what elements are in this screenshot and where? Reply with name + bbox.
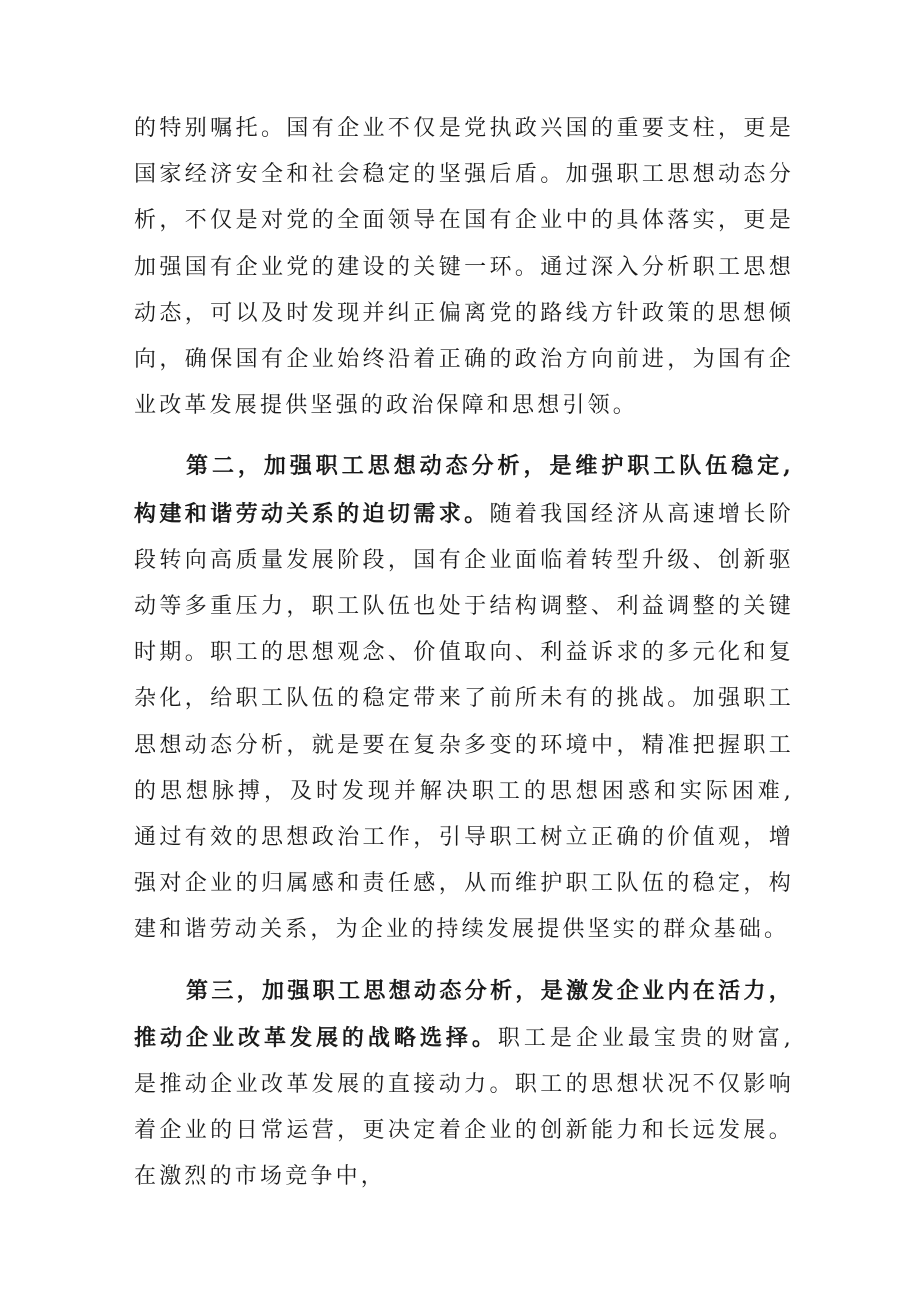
paragraph-2-lead: 第二，加强职工思想动态分析，是维护职工队伍稳定,构建和谐劳动关系的迫切需求。 [134,453,794,527]
paragraph-2-text: 随着我国经济从高速增长阶段转向高质量发展阶段，国有企业面临着转型升级、创新驱动等多重压力，职工队伍也处于结构调整、利益调整的关键时期。职工的思想观念、价值取向、利益诉求的多元化和复杂化，给职工队伍的稳定带来了前所未有的挑战。加强职工思想动态分析，就是要在复杂多变的环境中，精准把握职工的思想脉搏，及时发现并解决职工的思想困惑和实际困难,通过有效的思想政治工作，引导职工树立正确的价值观，增强对企业的归属感和责任感，从而维护职工队伍的稳定，构建和谐劳动关系，为企业的持续发展提供坚实的群众基础。 [134,501,794,943]
paragraph-1 [134,106,794,429]
paragraph-3 [134,968,794,1201]
paragraph-3-lead: 第三，加强职工思想动态分析，是激发企业内在活力，推动企业改革发展的战略选择。 [134,977,794,1051]
paragraph-1-text: 的特别嘱托。国有企业不仅是党执政兴国的重要支柱，更是国家经济安全和社会稳定的坚强后盾。加强职工思想动态分析，不仅是对党的全面领导在国有企业中的具体落实，更是加强国有企业党的建设的关键一环。通过深入分析职工思想动态，可以及时发现并纠正偏离党的路线方针政策的思想倾向，确保国有企业始终沿着正确的政治方向前进，为国有企业改革发展提供坚强的政治保障和思想引领。 [134,116,794,419]
document-body [134,106,794,1201]
paragraph-2 [134,443,794,953]
paragraph-3-text: 职工是企业最宝贵的财富,是推动企业改革发展的直接动力。职工的思想状况不仅影响着企业的日常运营，更决定着企业的创新能力和长远发展。在激烈的市场竞争中， [134,1025,794,1190]
